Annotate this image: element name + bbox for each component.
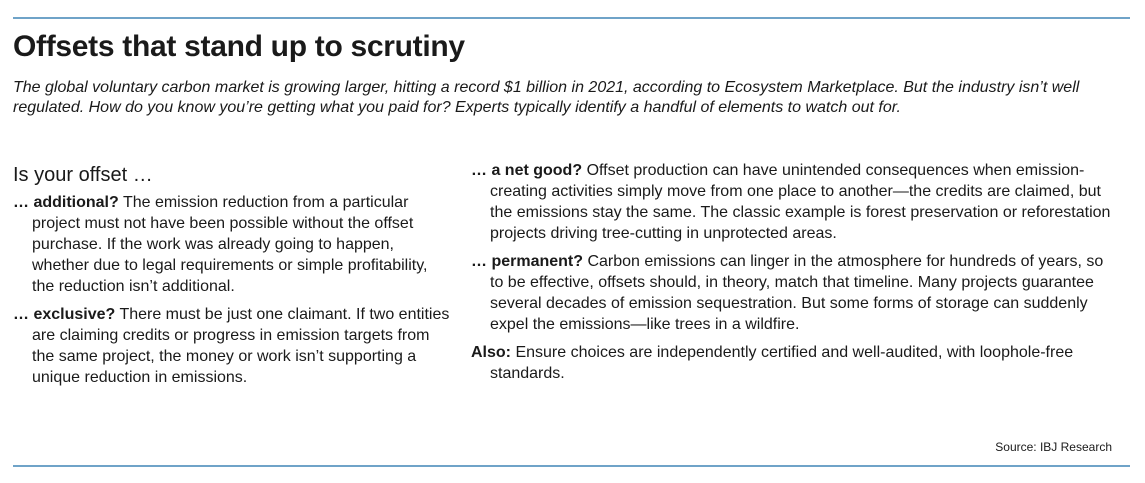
- criterion-text: The emission reduction from a particular project must not have been possible without the offset purchase. If the work was already going to happen, whether due to legal requirements or simple profitability, the reduction isn’t additional.: [32, 194, 428, 295]
- criterion-text: There must be just one claimant. If two entities are claiming credits or progress in emission targets from the same project, the money or work isn’t supporting a unique reduction in emissions.: [32, 306, 450, 386]
- criterion-term: … permanent?: [471, 253, 584, 270]
- page-title: Offsets that stand up to scrutiny: [13, 30, 465, 63]
- source-credit: Source: IBJ Research: [995, 440, 1112, 454]
- intro-text: The global voluntary carbon market is growing larger, hitting a record $1 billion in 2021, according to Ecosystem Marketplace. But the industry isn’t well regulated. How do you know you’re getting what you paid for? Experts typically identify a handful of elements to watch out for.: [13, 79, 1080, 116]
- criterion-text: Carbon emissions can linger in the atmosphere for hundreds of years, so to be effective, offsets should, in theory, match that timeline. Many projects guarantee several decades of emission sequestration. But some forms of storage can suddenly expel the emissions—like trees in a wildfire.: [490, 253, 1104, 333]
- right-column: [471, 160, 1121, 391]
- criterion-term: … exclusive?: [13, 306, 116, 323]
- top-rule: [13, 17, 1130, 19]
- criterion-text: Offset production can have unintended consequences when emission-creating activities simply move from one place to another—the credits are claimed, but the emissions stay the same. The classic example is forest preservation or reforestation projects driving tree-cutting in unprotected areas.: [490, 162, 1111, 242]
- criterion-permanent: [471, 251, 1121, 335]
- criterion-additional: [13, 192, 453, 297]
- also-term: Also:: [471, 344, 511, 361]
- criterion-term: … a net good?: [471, 162, 583, 179]
- criterion-exclusive: [13, 304, 453, 388]
- criterion-term: … additional?: [13, 194, 119, 211]
- also-note: [471, 342, 1121, 384]
- also-text: Ensure choices are independently certified and well-audited, with loophole-free standards.: [490, 344, 1074, 382]
- section-subhead: Is your offset …: [13, 164, 153, 186]
- criterion-net-good: [471, 160, 1121, 244]
- bottom-rule: [13, 465, 1130, 467]
- left-column: [13, 162, 453, 395]
